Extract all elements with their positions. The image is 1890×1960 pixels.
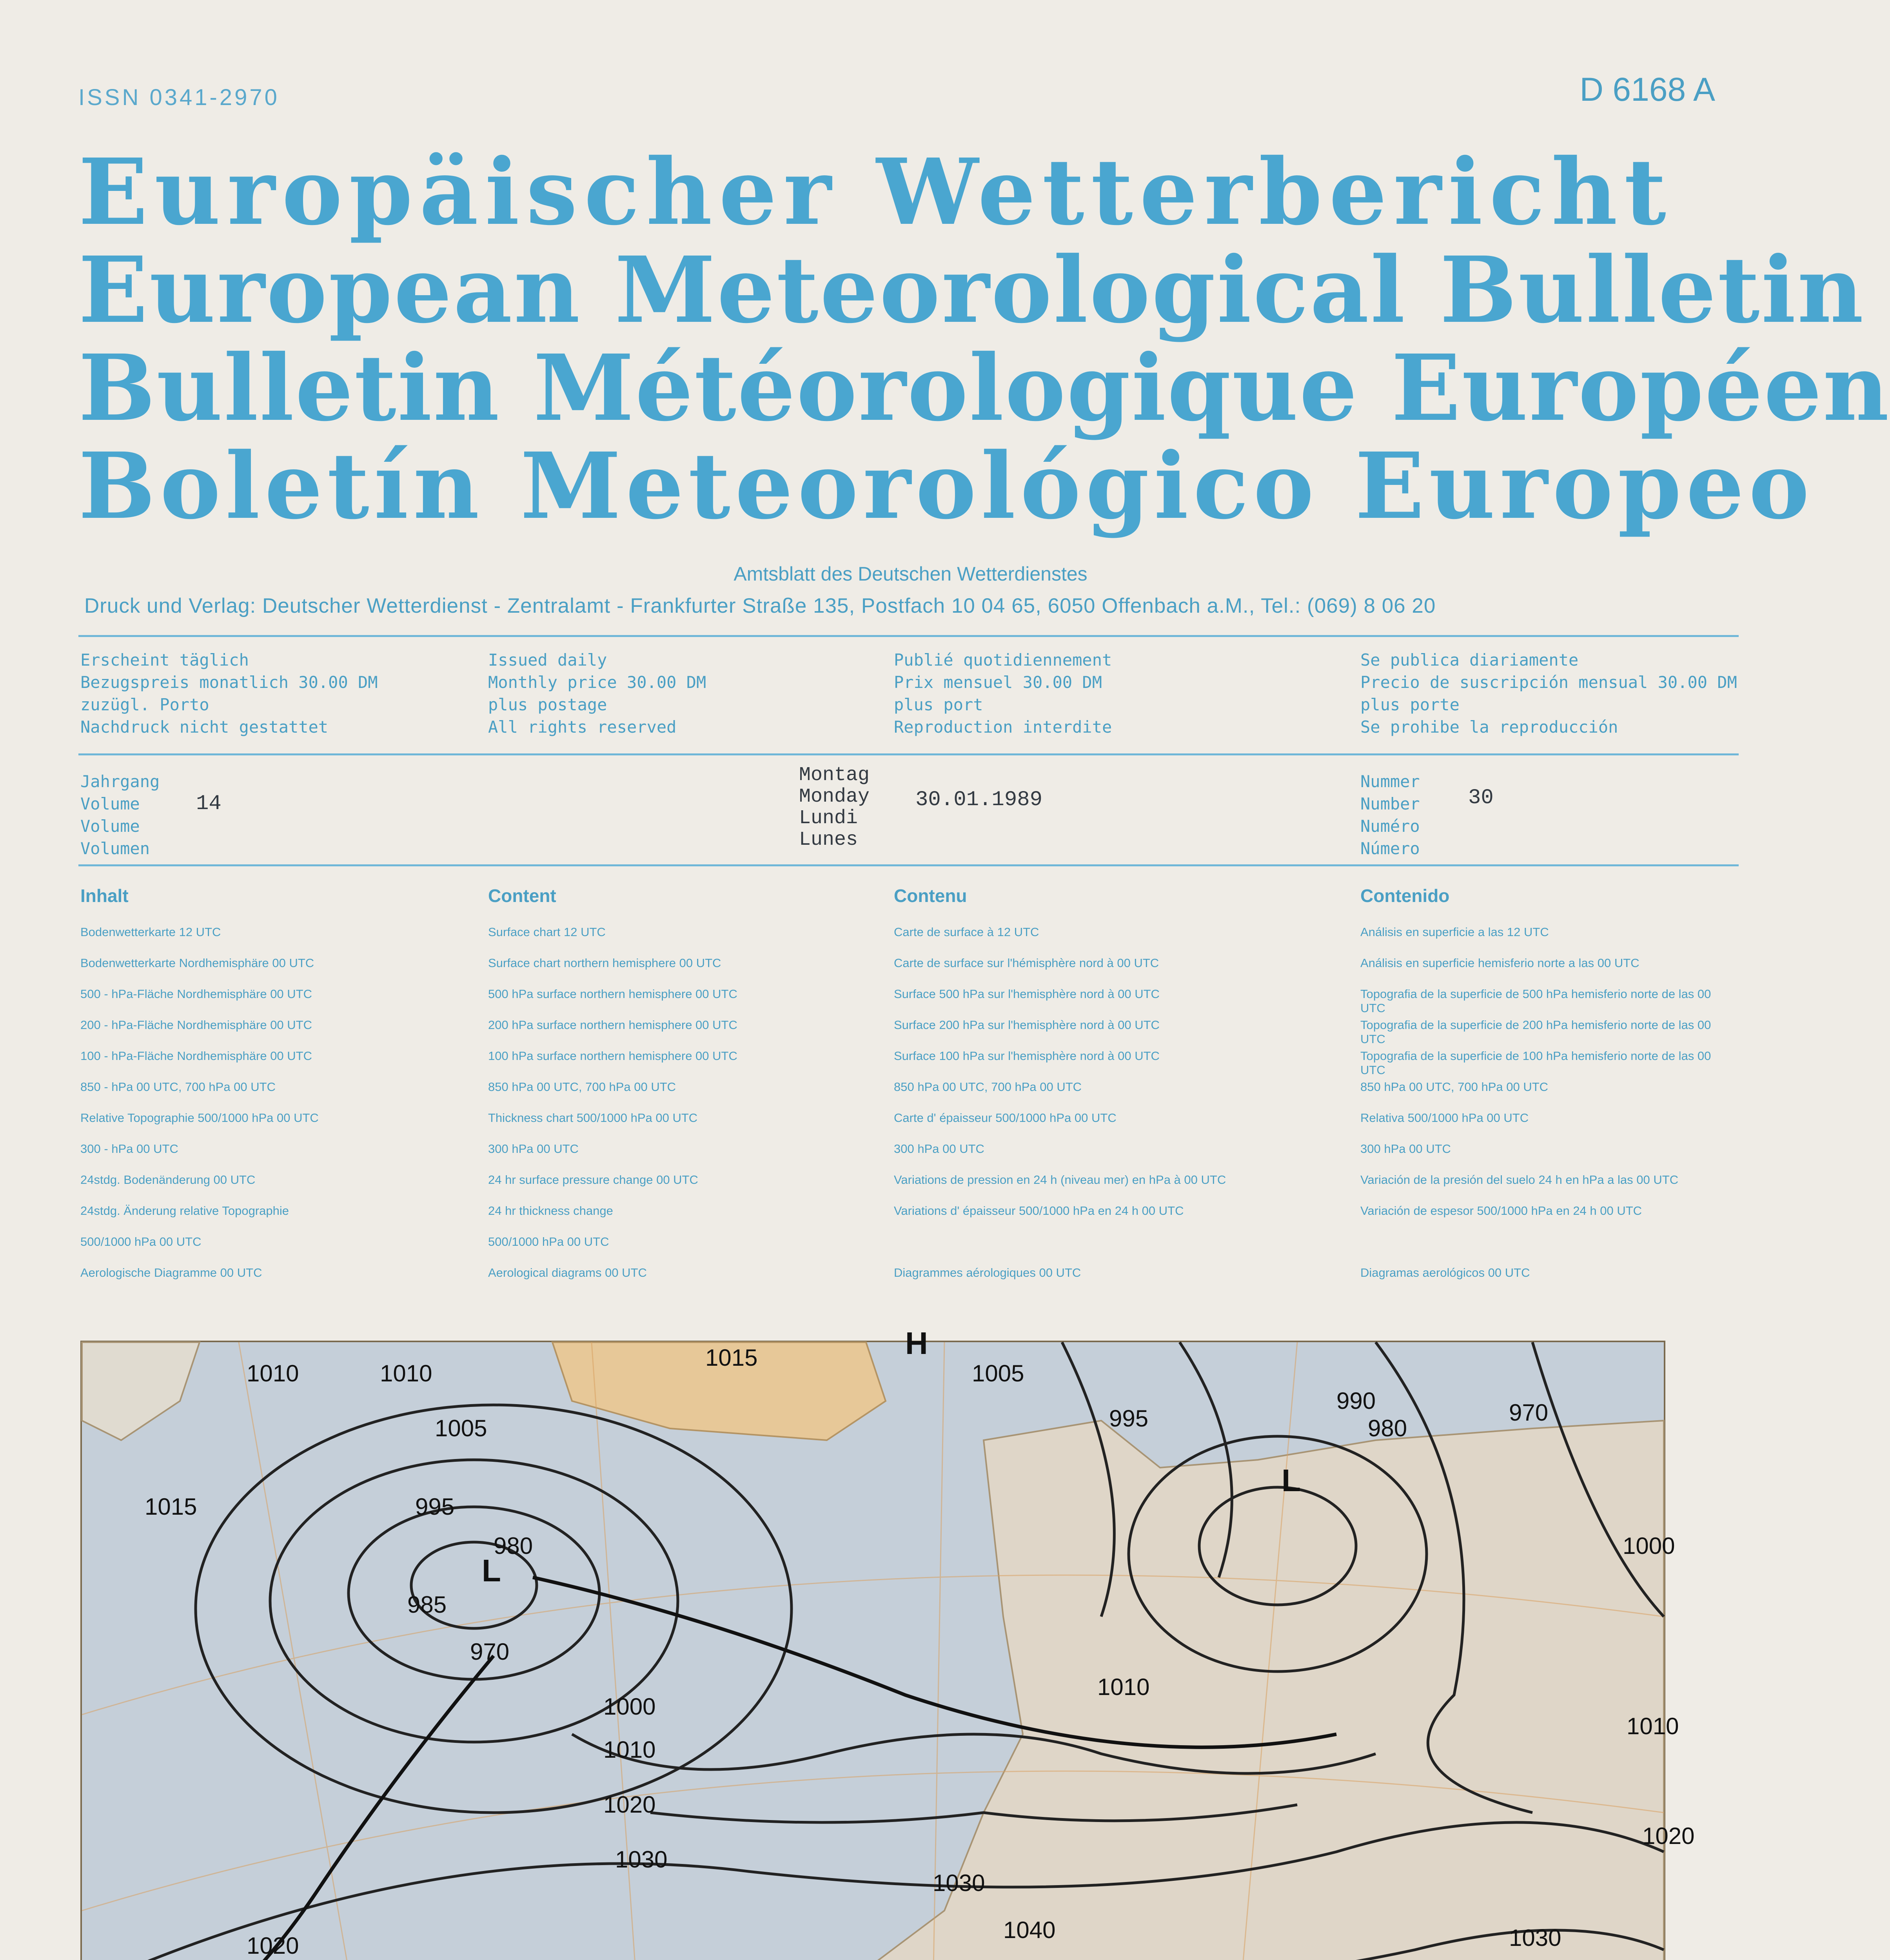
- contents-item: Carte d' épaisseur 500/1000 hPa 00 UTC: [894, 1111, 1117, 1125]
- isobar-label: 1005: [972, 1360, 1024, 1387]
- contents-item: 500 hPa surface northern hemisphere 00 UTC: [488, 987, 737, 1001]
- contents-item: 24stdg. Änderung relative Topographie: [80, 1204, 289, 1218]
- contents-item: Bodenwetterkarte 12 UTC: [80, 925, 221, 939]
- text-line: Precio de suscripción mensual 30.00 DM: [1360, 673, 1737, 692]
- isobar-label: 1030: [933, 1870, 985, 1896]
- isobar-label: 980: [1368, 1415, 1407, 1441]
- contents-item: 850 hPa 00 UTC, 700 hPa 00 UTC: [1360, 1080, 1549, 1094]
- text-line: Monthly price 30.00 DM: [488, 673, 706, 692]
- contents-item: [894, 1235, 1286, 1266]
- isobar-label: 995: [415, 1494, 455, 1520]
- issue-number: 30: [1468, 786, 1494, 810]
- isobar-label: 1020: [1642, 1823, 1695, 1849]
- label: Nummer: [1360, 772, 1420, 791]
- isobar-label: 990: [1336, 1388, 1376, 1414]
- text-line: Nachdruck nicht gestattet: [80, 717, 329, 737]
- contents-item: Surface 200 hPa sur l'hemisphère nord à 00 UTC: [894, 1018, 1160, 1032]
- subscription-en: [488, 649, 706, 738]
- contents-item: Análisis en superficie a las 12 UTC: [1360, 925, 1549, 939]
- contents-item: 24 hr surface pressure change 00 UTC: [488, 1173, 698, 1187]
- isobar-label: 1010: [603, 1737, 656, 1763]
- isobar-label: 1010: [1627, 1713, 1679, 1739]
- label: Monday: [799, 786, 870, 808]
- contents-item: Aerologische Diagramme 00 UTC: [80, 1266, 262, 1279]
- contents-item: 850 - hPa 00 UTC, 700 hPa 00 UTC: [80, 1080, 276, 1094]
- contents-item: Carte de surface sur l'hémisphère nord à 00 UTC: [894, 956, 1159, 970]
- publisher-line: Druck und Verlag: Deutscher Wetterdienst - Zentralamt - Frankfurter Straße 135, Postfach 10 04 65, 6050 Offenbach a.M., Tel.: (069) 8 06 20: [84, 594, 1436, 617]
- contents-list-en: [488, 925, 876, 1297]
- contents-item: Topografia de la superficie de 200 hPa hemisferio norte de las 00 UTC: [1360, 1018, 1711, 1046]
- label: Volumen: [80, 839, 150, 858]
- label: Lunes: [799, 829, 858, 851]
- contents-item: 850 hPa 00 UTC, 700 hPa 00 UTC: [894, 1080, 1082, 1094]
- label: Jahrgang: [80, 772, 160, 791]
- contents-item: 300 hPa 00 UTC: [1360, 1142, 1451, 1156]
- contents-item: Thickness chart 500/1000 hPa 00 UTC: [488, 1111, 698, 1125]
- isobar-label: 1030: [1509, 1925, 1561, 1951]
- contents-list-fr: [894, 925, 1286, 1297]
- text-line: Publié quotidiennement: [894, 650, 1112, 670]
- isobar-label: 1015: [145, 1494, 197, 1520]
- divider: [78, 753, 1739, 755]
- contents-heading-de: Inhalt: [80, 886, 129, 906]
- title-block: [78, 138, 1890, 539]
- text-line: Prix mensuel 30.00 DM: [894, 673, 1102, 692]
- contents-item: Topografia de la superficie de 500 hPa hemisferio norte de las 00 UTC: [1360, 987, 1711, 1015]
- label: Numéro: [1360, 817, 1420, 836]
- contents-heading-es: Contenido: [1360, 886, 1450, 906]
- contents-list-de: [80, 925, 465, 1297]
- contents-heading-en: Content: [488, 886, 556, 906]
- contents-item: Aerological diagrams 00 UTC: [488, 1266, 647, 1279]
- divider: [78, 864, 1739, 866]
- isobar-label: 970: [470, 1639, 510, 1665]
- text-line: Erscheint täglich: [80, 650, 249, 670]
- title-german: Europäischer Wetterbericht: [78, 138, 1673, 245]
- label: Montag: [799, 764, 870, 786]
- isobar-label: 1020: [247, 1933, 299, 1959]
- contents-item: Relativa 500/1000 hPa 00 UTC: [1360, 1111, 1529, 1125]
- isobar-label: 1000: [1623, 1533, 1675, 1559]
- label: Volume: [80, 817, 140, 836]
- isobar-label: 1040: [1003, 1917, 1056, 1943]
- contents-item: 300 - hPa 00 UTC: [80, 1142, 178, 1156]
- label: Número: [1360, 839, 1420, 858]
- isobar-label: 1000: [603, 1693, 656, 1720]
- label: Lundi: [799, 807, 858, 829]
- label: Volume: [80, 794, 140, 813]
- isobar-label: 980: [494, 1533, 533, 1559]
- text-line: plus postage: [488, 695, 607, 714]
- contents-item: Topografia de la superficie de 100 hPa hemisferio norte de las 00 UTC: [1360, 1049, 1711, 1077]
- isobar-label: 1010: [1097, 1674, 1150, 1700]
- text-line: Reproduction interdite: [894, 717, 1112, 737]
- contents-item: 850 hPa 00 UTC, 700 hPa 00 UTC: [488, 1080, 676, 1094]
- surface-weather-map: [80, 1326, 1695, 1960]
- contents-item: 24stdg. Bodenänderung 00 UTC: [80, 1173, 256, 1187]
- contents-heading-fr: Contenu: [894, 886, 967, 906]
- contents-item: 500/1000 hPa 00 UTC: [488, 1235, 609, 1249]
- text-line: Issued daily: [488, 650, 607, 670]
- number-labels: [1360, 770, 1420, 860]
- contents-item: Surface chart northern hemisphere 00 UTC: [488, 956, 721, 970]
- contents-item: Variations d' épaisseur 500/1000 hPa en 24 h 00 UTC: [894, 1204, 1184, 1218]
- title-english: European Meteorological Bulletin: [78, 236, 1865, 343]
- subscription-es: [1360, 649, 1737, 738]
- title-french: Bulletin Météorologique Européen: [78, 334, 1890, 441]
- contents-item: Variación de espesor 500/1000 hPa en 24 h 00 UTC: [1360, 1204, 1642, 1218]
- pressure-center-label: L: [482, 1553, 501, 1588]
- contents-item: 500 - hPa-Fläche Nordhemisphäre 00 UTC: [80, 987, 312, 1001]
- contents-item: 200 - hPa-Fläche Nordhemisphäre 00 UTC: [80, 1018, 312, 1032]
- isobar-label: 1010: [247, 1360, 299, 1387]
- contents-item: 300 hPa 00 UTC: [488, 1142, 579, 1156]
- isobar-label: 995: [1109, 1405, 1149, 1432]
- subscription-fr: [894, 649, 1112, 738]
- text-line: Se prohibe la reproducción: [1360, 717, 1618, 737]
- contents-item: 100 hPa surface northern hemisphere 00 UTC: [488, 1049, 737, 1063]
- contents-item: 200 hPa surface northern hemisphere 00 UTC: [488, 1018, 737, 1032]
- contents-list-es: [1360, 925, 1737, 1297]
- text-line: Se publica diariamente: [1360, 650, 1579, 670]
- isobar-label: 1015: [705, 1345, 758, 1371]
- weather-map-graphic: [82, 1326, 1695, 1960]
- pressure-center-label: L: [1282, 1463, 1301, 1498]
- issn-number: ISSN 0341-2970: [78, 85, 280, 110]
- contents-item: Variations de pression en 24 h (niveau mer) en hPa à 00 UTC: [894, 1173, 1226, 1187]
- official-gazette-line: Amtsblatt des Deutschen Wetterdienstes: [733, 563, 1088, 585]
- contents-item: Surface 100 hPa sur l'hemisphère nord à 00 UTC: [894, 1049, 1160, 1063]
- contents-item: Carte de surface à 12 UTC: [894, 925, 1039, 939]
- isobar-label: 1010: [380, 1360, 432, 1387]
- title-spanish: Boletín Meteorológico Europeo: [78, 432, 1814, 539]
- text-line: Bezugspreis monatlich 30.00 DM: [80, 673, 378, 692]
- contents-item: Relative Topographie 500/1000 hPa 00 UTC: [80, 1111, 319, 1125]
- text-line: zuzügl. Porto: [80, 695, 209, 714]
- contents-item: Surface chart 12 UTC: [488, 925, 606, 939]
- contents-item: [1360, 1235, 1737, 1266]
- pressure-center-label: H: [905, 1326, 928, 1361]
- isobar-label: 970: [1509, 1399, 1549, 1426]
- text-line: All rights reserved: [488, 717, 677, 737]
- contents-item: Bodenwetterkarte Nordhemisphäre 00 UTC: [80, 956, 314, 970]
- subscription-de: [80, 649, 378, 738]
- contents-item: 100 - hPa-Fläche Nordhemisphäre 00 UTC: [80, 1049, 312, 1063]
- isobar-label: 985: [407, 1592, 447, 1618]
- contents-item: 500/1000 hPa 00 UTC: [80, 1235, 202, 1249]
- contents-item: Variación de la presión del suelo 24 h en hPa a las 00 UTC: [1360, 1173, 1679, 1187]
- contents-item: Diagramas aerológicos 00 UTC: [1360, 1266, 1530, 1279]
- contents-item: 24 hr thickness change: [488, 1204, 613, 1218]
- issue-date: 30.01.1989: [915, 788, 1043, 812]
- contents-item: Surface 500 hPa sur l'hemisphère nord à 00 UTC: [894, 987, 1160, 1001]
- label: Number: [1360, 794, 1420, 813]
- isobar-label: 1030: [615, 1846, 668, 1873]
- volume-value: 14: [196, 792, 221, 816]
- day-labels: [799, 764, 870, 851]
- postal-code: D 6168 A: [1580, 71, 1715, 108]
- contents-item: Análisis en superficie hemisferio norte a las 00 UTC: [1360, 956, 1639, 970]
- text-line: plus porte: [1360, 695, 1460, 714]
- divider: [78, 635, 1739, 637]
- volume-labels: [80, 770, 160, 860]
- isobar-label: 1005: [435, 1415, 487, 1441]
- contents-item: 300 hPa 00 UTC: [894, 1142, 984, 1156]
- land-greenland: [82, 1342, 200, 1440]
- contents-item: Diagrammes aérologiques 00 UTC: [894, 1266, 1081, 1279]
- isobar-label: 1020: [603, 1791, 656, 1818]
- text-line: plus port: [894, 695, 983, 714]
